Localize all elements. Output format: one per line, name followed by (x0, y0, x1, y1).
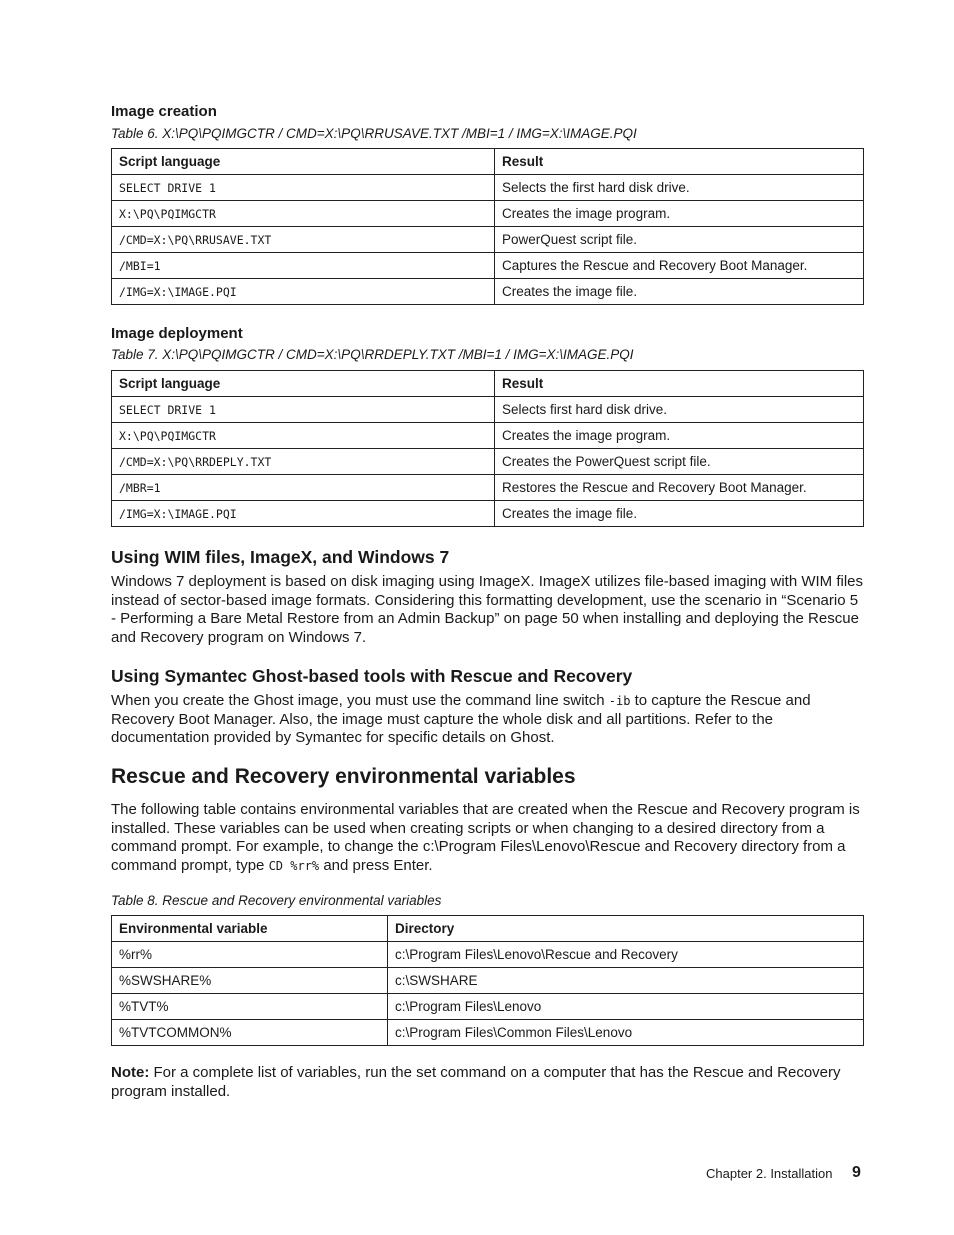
env-text-start: The following table contains environmental variables that are created when the Rescue and Recovery program is installed. These variables can be used when creating scripts or when changing to a desired directory from a command prompt. For example, to change the c:\Program Files\Lenovo\Rescue and Recovery directory from a command prompt, type (111, 801, 860, 875)
table-row (112, 253, 864, 279)
variable-cell: %TVTCOMMON% (112, 1020, 388, 1046)
ghost-text-end: to capture the Rescue and Recovery Boot Manager. Also, the image must capture the whole disk and all partitions. Refer to the documentation provided by Symantec for specific details on Ghost. (111, 692, 811, 747)
script-cell: /MBI=1 (112, 253, 495, 279)
page-number: 9 (852, 1164, 861, 1181)
variable-cell: %rr% (112, 942, 388, 968)
wim-paragraph: Windows 7 deployment is based on disk imaging using ImageX. ImageX utilizes file-based imaging with WIM files instead of sector-based image formats. Considering this formatting development, use the scenario in “Scenario 5 - Performing a Bare Metal Restore from an Admin Backup” on page 50 when installing and deploying the Rescue and Recovery program on Windows 7. (111, 573, 864, 647)
ghost-text-start: When you create the Ghost image, you must use the command line switch (111, 692, 609, 709)
table-8-caption: Table 8. Rescue and Recovery environmental variables (111, 893, 442, 908)
directory-cell: c:\Program Files\Lenovo (388, 994, 864, 1020)
image-deployment-table (111, 370, 864, 527)
ghost-paragraph (111, 692, 866, 748)
env-text-end: and press Enter. (319, 857, 433, 875)
note-label: Note: (111, 1064, 150, 1081)
script-cell: X:\PQ\PQIMGCTR (112, 201, 495, 227)
column-header: Directory (388, 916, 864, 942)
variable-cell: %SWSHARE% (112, 968, 388, 994)
table-row (112, 397, 864, 423)
result-cell: Selects the first hard disk drive. (495, 175, 864, 201)
result-cell: Creates the image program. (495, 201, 864, 227)
table-row (112, 968, 864, 994)
wim-heading: Using WIM files, ImageX, and Windows 7 (111, 547, 450, 567)
ghost-heading: Using Symantec Ghost-based tools with Rescue and Recovery (111, 666, 633, 686)
note-paragraph (111, 1064, 866, 1101)
script-cell: /CMD=X:\PQ\RRUSAVE.TXT (112, 227, 495, 253)
table-6-caption: Table 6. X:\PQ\PQIMGCTR / CMD=X:\PQ\RRUSAVE.TXT /MBI=1 / IMG=X:\IMAGE.PQI (111, 126, 637, 141)
directory-cell: c:\SWSHARE (388, 968, 864, 994)
script-cell: SELECT DRIVE 1 (112, 175, 495, 201)
command-example: CD %rr% (268, 859, 320, 874)
result-cell: Creates the image file. (495, 279, 864, 305)
table-row (112, 1020, 864, 1046)
table-row (112, 501, 864, 527)
image-deployment-heading: Image deployment (111, 325, 243, 342)
footer-chapter: Chapter 2. Installation (706, 1166, 833, 1181)
table-row (112, 994, 864, 1020)
env-paragraph (111, 801, 866, 876)
column-header: Result (495, 371, 864, 397)
column-header: Script language (112, 149, 495, 175)
note-text: For a complete list of variables, run the set command on a computer that has the Rescue and Recovery program installed. (111, 1064, 841, 1100)
table-header-row (112, 916, 864, 942)
table-row (112, 175, 864, 201)
table-row (112, 279, 864, 305)
table-row (112, 423, 864, 449)
table-header-row (112, 371, 864, 397)
image-creation-table (111, 148, 864, 305)
result-cell: Captures the Rescue and Recovery Boot Manager. (495, 253, 864, 279)
column-header: Script language (112, 371, 495, 397)
script-cell: /CMD=X:\PQ\RRDEPLY.TXT (112, 449, 495, 475)
table-row (112, 449, 864, 475)
env-variables-heading: Rescue and Recovery environmental variables (111, 765, 576, 788)
result-cell: PowerQuest script file. (495, 227, 864, 253)
table-row (112, 201, 864, 227)
variable-cell: %TVT% (112, 994, 388, 1020)
directory-cell: c:\Program Files\Common Files\Lenovo (388, 1020, 864, 1046)
column-header: Environmental variable (112, 916, 388, 942)
script-cell: /IMG=X:\IMAGE.PQI (112, 501, 495, 527)
env-variables-table (111, 915, 864, 1046)
directory-cell: c:\Program Files\Lenovo\Rescue and Recovery (388, 942, 864, 968)
table-row (112, 942, 864, 968)
script-cell: /MBR=1 (112, 475, 495, 501)
table-header-row (112, 149, 864, 175)
image-creation-heading: Image creation (111, 103, 217, 120)
result-cell: Creates the image file. (495, 501, 864, 527)
table-row (112, 475, 864, 501)
result-cell: Creates the image program. (495, 423, 864, 449)
table-7-caption: Table 7. X:\PQ\PQIMGCTR / CMD=X:\PQ\RRDEPLY.TXT /MBI=1 / IMG=X:\IMAGE.PQI (111, 347, 634, 362)
script-cell: X:\PQ\PQIMGCTR (112, 423, 495, 449)
result-cell: Selects first hard disk drive. (495, 397, 864, 423)
result-cell: Creates the PowerQuest script file. (495, 449, 864, 475)
script-cell: SELECT DRIVE 1 (112, 397, 495, 423)
table-row (112, 227, 864, 253)
result-cell: Restores the Rescue and Recovery Boot Manager. (495, 475, 864, 501)
script-cell: /IMG=X:\IMAGE.PQI (112, 279, 495, 305)
command-switch: -ib (608, 694, 631, 708)
column-header: Result (495, 149, 864, 175)
